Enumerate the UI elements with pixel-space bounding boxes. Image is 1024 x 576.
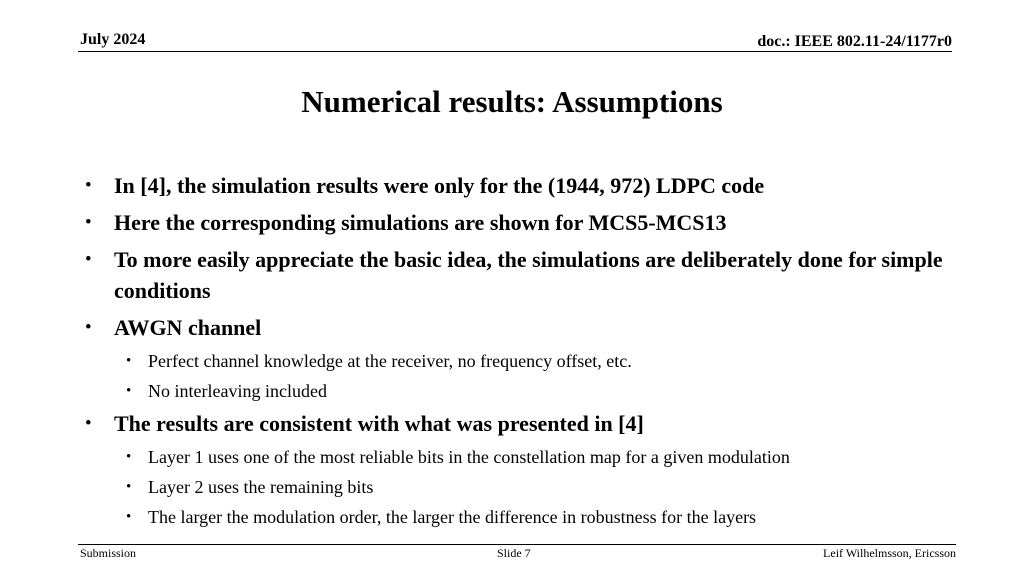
sub-bullet-layer-2 — [126, 475, 965, 499]
awgn-sub-bullets — [85, 349, 965, 403]
bullet-icon: • — [85, 249, 92, 270]
bullet-text: Layer 1 uses one of the most reliable bits in the constellation map for a given modulation — [148, 446, 790, 467]
results-sub-bullets — [85, 445, 965, 529]
bullet-mcs-range — [85, 208, 965, 239]
footer-author: Leif Wilhelmsson, Ericsson — [823, 546, 956, 560]
bullet-icon: • — [85, 212, 92, 233]
footer-submission: Submission — [80, 546, 137, 560]
bullet-icon: • — [126, 382, 132, 399]
bullet-icon: • — [85, 316, 92, 338]
header-document-id: doc.: IEEE 802.11-24/1177r0 — [757, 33, 952, 50]
bullet-icon: • — [126, 478, 132, 495]
sub-bullet-channel-knowledge — [126, 349, 965, 373]
bullet-text: AWGN channel — [114, 314, 262, 340]
header-date: July 2024 — [80, 31, 146, 48]
sub-bullet-no-interleaving — [126, 379, 965, 403]
bullet-icon: • — [126, 352, 132, 369]
bullet-icon: • — [126, 448, 132, 465]
header-divider — [78, 51, 952, 52]
bullet-text: Perfect channel knowledge at the receiver, no frequency offset, etc. — [148, 350, 632, 371]
bullet-icon: • — [126, 508, 132, 525]
bullet-text: No interleaving included — [148, 380, 327, 401]
sub-bullet-modulation-order — [126, 505, 965, 529]
footer-slide-number: Slide 7 — [497, 546, 531, 560]
slide-title: Numerical results: Assumptions — [301, 84, 723, 119]
footer-divider — [78, 544, 956, 545]
bullet-text: In [4], the simulation results were only for the (1944, 972) LDPC code — [114, 173, 765, 198]
bullet-results-consistent — [85, 409, 965, 440]
bullet-awgn-channel — [85, 313, 965, 344]
bullet-simulation-scope — [85, 171, 965, 202]
bullet-text: To more easily appreciate the basic idea, the simulations are deliberately done for simple conditions — [114, 247, 943, 303]
bullet-icon: • — [85, 175, 92, 196]
bullet-simple-conditions — [85, 245, 965, 306]
bullet-text: The results are consistent with what was presented in [4] — [114, 410, 644, 436]
bullet-text: The larger the modulation order, the larger the difference in robustness for the layers — [148, 506, 757, 527]
bullet-text: Layer 2 uses the remaining bits — [148, 476, 374, 497]
bullet-text: Here the corresponding simulations are shown for MCS5-MCS13 — [114, 210, 727, 235]
sub-bullet-layer-1 — [126, 445, 965, 469]
bullet-list — [85, 171, 965, 535]
bullet-icon: • — [85, 412, 92, 434]
